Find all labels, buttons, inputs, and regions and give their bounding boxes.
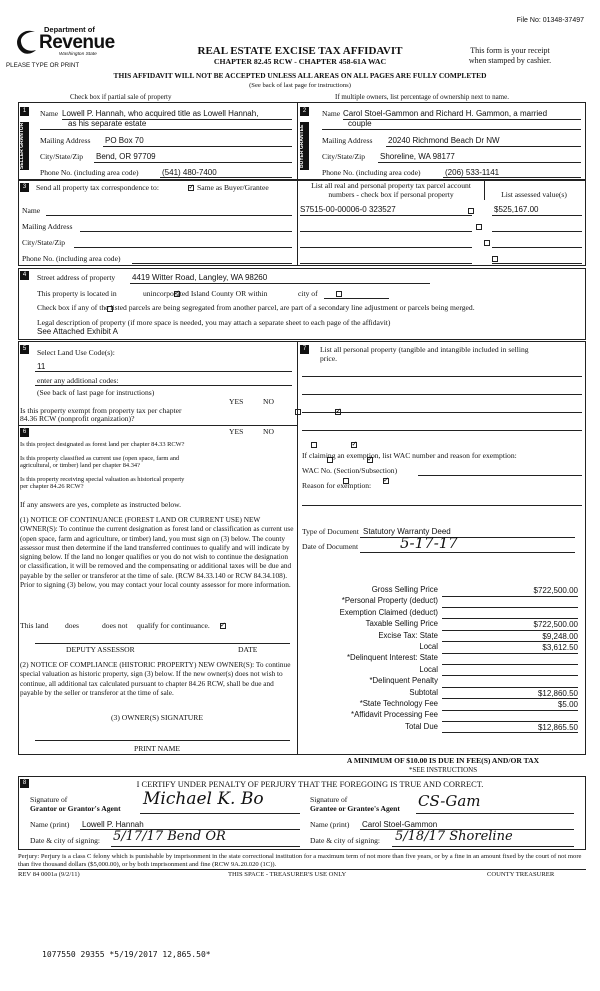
located-in-value: unincorporated Island County OR within [143, 289, 268, 298]
tax-corr-text: Send all property tax correspondence to: [36, 183, 159, 192]
exempt-question-1: Is this property exempt from property tax per chapter [20, 406, 182, 415]
street-address: 4419 Witter Road, Langley, WA 98260 [132, 273, 268, 282]
see-instructions: *SEE INSTRUCTIONS [408, 766, 478, 774]
parcel-2-personal-checkbox[interactable] [476, 224, 482, 230]
buyer-city: Shoreline, WA 98177 [380, 152, 455, 161]
seller-phone-label: Phone No. (including area code) [40, 168, 139, 177]
parcels-header-1: List all real and personal property tax parcel account [311, 181, 471, 190]
sec6-no-header: NO [263, 427, 274, 436]
grantee-sig-label-1: Signature of [310, 795, 348, 804]
section-8-box [18, 776, 586, 850]
legal-desc-label: Legal description of property (if more space is needed, you may attach a separate sheet to each page of the affidavit) [37, 318, 391, 327]
grantee-name: Carol Stoel-Gammon [362, 820, 438, 829]
seller-name-2: as his separate estate [68, 119, 147, 128]
assessed-header: List assessed value(s) [501, 190, 567, 199]
this-land-label: This land [20, 621, 49, 630]
buyer-mailing: 20240 Richmond Beach Dr NW [388, 136, 500, 145]
logo-dept: Department of [44, 25, 95, 34]
county-treasurer: COUNTY TREASURER [487, 871, 555, 878]
historic-no-checkbox[interactable] [383, 478, 389, 484]
amount-label: Local [419, 664, 438, 674]
buyer-phone: (206) 533-1141 [445, 168, 500, 177]
file-number: File No: 01348-37497 [516, 17, 584, 24]
sec6-yes-header: YES [229, 427, 244, 436]
section-5-badge: 5 [20, 345, 29, 354]
does-not-label: does not [102, 621, 128, 630]
buyer-city-label: City/State/Zip [322, 152, 366, 161]
exempt-yes-checkbox[interactable] [295, 409, 301, 415]
cashier-stamp: 1077550 29355 *5/19/2017 12,865.50* [42, 950, 211, 959]
treasurer-space: THIS SPACE - TREASURER'S USE ONLY [228, 871, 347, 878]
historic-question-1: Is this property receiving special valuation as historical property [20, 476, 185, 483]
buyer-mailing-label: Mailing Address [322, 136, 373, 145]
section-6-badge: 6 [20, 428, 29, 437]
minimum-due-note: A MINIMUM OF $10.00 IS DUE IN FEE(S) AND/OR TAX [346, 756, 540, 765]
if-yes-text: If any answers are yes, complete as instructed below. [20, 500, 182, 509]
perjury-text: Perjury: Perjury is a class C felony which is punishable by imprisonment in the state correctional institution for a maximum term of not more than five years, or by a fine in an amount fixed by the court of not more than five thousand dollars ($5,000.00), or by both imprisonment and fine (RCW 9A.20.020 (1C)). [18, 853, 582, 869]
logo-state: Washington State [59, 52, 97, 57]
section-1-badge: 1 [20, 107, 29, 116]
receipt-note-2: when stamped by cashier. [468, 56, 552, 65]
seller-name-1: Lowell P. Hannah, who acquired title as Lowell Hannah, [62, 109, 259, 118]
grantee-date-city: 5/18/17 Shoreline [395, 829, 513, 844]
current-use-question-2: agricultural, or timber) land per chapter 84.34? [20, 462, 140, 469]
forest-no-checkbox[interactable] [351, 442, 357, 448]
same-as-buyer-checkbox[interactable] [188, 185, 194, 191]
logo-name: Revenue [39, 32, 115, 53]
does-not-checkbox[interactable] [220, 623, 226, 629]
forest-yes-checkbox[interactable] [311, 442, 317, 448]
doc-date-label: Date of Document [302, 542, 359, 551]
personal-property-label-2: price. [320, 354, 338, 363]
doc-type-value: Statutory Warranty Deed [363, 527, 451, 536]
sec5-no-header: NO [263, 397, 274, 406]
forest-question: Is this project designated as forest land per chapter 84.33 RCW? [20, 441, 185, 448]
does-label: does [65, 621, 79, 630]
land-use-label: Select Land Use Code(s): [37, 348, 115, 357]
seller-phone: (541) 480-7400 [162, 168, 217, 177]
grantor-name-label: Name (print) [30, 820, 70, 829]
amount-label: Excise Tax: State [378, 630, 438, 640]
amount-label: *Affidavit Processing Fee [351, 710, 438, 720]
buyer-name-2: couple [348, 119, 372, 128]
same-as-buyer-label: Same as Buyer/Grantee [197, 183, 269, 192]
notice-continuance: (1) NOTICE OF CONTINUANCE (FOREST LAND OR CURRENT USE) NEW OWNER(S): To continue the current designation as forest land or classification as current use (open space, farm and agriculture, or timber) land, you must sign on (3) below. The county assessor must then determine if the land transferred continues to qualify and will indicate by signing below. If the land no longer qualifies or you do not wish to continue the designation or classification, it will be removed and the compensating or additional taxes will be due and payable by the seller or transferor at the time of sale. (RCW 84.33.140 or RCW 84.34.108). Prior to signing (3) below, you may contact your local county assessor for more information. [20, 515, 294, 590]
tax-mailing-label: Mailing Address [22, 222, 73, 231]
grantor-name: Lowell P. Hannah [82, 820, 144, 829]
section-3-badge: 3 [20, 183, 29, 192]
amount-label: *Delinquent Penalty [369, 676, 438, 686]
grantee-date-label: Date & city of signing: [310, 836, 381, 845]
land-use-code: 11 [37, 362, 46, 371]
legal-description: See Attached Exhibit A [37, 327, 118, 336]
revenue-logo-icon [14, 28, 40, 58]
historic-question-2: per chapter 84.26 RCW? [20, 483, 84, 490]
grantee-name-label: Name (print) [310, 820, 350, 829]
amount-value: $722,500.00 [533, 586, 578, 595]
amount-label: Gross Selling Price [371, 585, 438, 594]
buyer-name-1: Carol Stoel-Gammon and Richard H. Gammon, a married [343, 109, 548, 118]
amount-label: *Personal Property (deduct) [341, 596, 438, 606]
city-of-label: city of [298, 289, 318, 298]
amount-label: Total Due [405, 721, 438, 731]
tax-city-label: City/State/Zip [22, 238, 66, 247]
print-name-label: PRINT NAME [133, 744, 181, 753]
notice-compliance: (2) NOTICE OF COMPLIANCE (HISTORIC PROPERTY) NEW OWNER(S): To continue special valuation as historic property, sign (3) below. If the new owner(s) does not wish to continue, all additional tax calculated pursuant to chapter 84.26 RCW, shall be due and payable by the seller or transferor at the time of sale. [20, 660, 291, 697]
amount-label: *Delinquent Interest: State [346, 653, 438, 663]
tax-name-label: Name [22, 206, 41, 215]
grantor-date-label: Date & city of signing: [30, 836, 101, 845]
tax-phone-label: Phone No. (including area code) [22, 254, 121, 263]
personal-property-label-1: List all personal property (tangible and intangible included in selling [320, 345, 529, 354]
buyer-grantee-label: BUYER GRANTEE [300, 122, 309, 170]
amount-value: $12,860.50 [537, 688, 578, 698]
amount-label: Local [419, 642, 438, 651]
dor-logo [12, 26, 122, 66]
see-back-note: (See back of last page for instructions) [249, 82, 351, 89]
receipt-note-1: This form is your receipt [470, 46, 550, 55]
sec5-yes-header: YES [229, 397, 244, 406]
located-in-label: This property is located in [37, 289, 117, 298]
amount-label: Subtotal [409, 687, 438, 697]
seller-grantor-label: SELLER GRANTOR [20, 122, 29, 170]
please-type: PLEASE TYPE OR PRINT [6, 62, 80, 69]
certify-text: I CERTIFY UNDER PENALTY OF PERJURY THAT THE FOREGOING IS TRUE AND CORRECT. [136, 780, 484, 789]
seller-name-label: Name [40, 109, 59, 118]
section-7-badge: 7 [300, 345, 309, 354]
owner-signature-label: (3) OWNER(S) SIGNATURE [111, 713, 203, 722]
parcels-header-2: numbers - check box if personal property [328, 190, 454, 199]
form-subtitle: CHAPTER 82.45 RCW - CHAPTER 458-61A WAC [213, 57, 387, 66]
form-rev: REV 84 0001a (9/2/11) [18, 871, 80, 878]
city-of-checkbox[interactable] [336, 291, 342, 297]
parcel-4-personal-checkbox[interactable] [492, 256, 498, 262]
grantee-signature: CS-Gam [418, 792, 481, 810]
amount-value: $12,865.50 [537, 722, 578, 732]
amount-value: $722,500.00 [533, 620, 578, 630]
seller-mailing: PO Box 70 [105, 136, 144, 145]
section-8-badge: 8 [20, 779, 29, 788]
parcel-3-personal-checkbox[interactable] [484, 240, 490, 246]
grantor-sig-label-1: Signature of [30, 795, 68, 804]
seller-city: Bend, OR 97709 [96, 152, 156, 161]
grantee-sig-label-2: Grantee or Grantee's Agent [310, 804, 400, 813]
exempt-question-2: 84.36 RCW (nonprofit organization)? [20, 414, 135, 423]
grantor-signature: Michael K. Bo [143, 789, 264, 809]
seller-city-label: City/State/Zip [40, 152, 84, 161]
doc-type-label: Type of Document [302, 527, 359, 536]
form-title: REAL ESTATE EXCISE TAX AFFIDAVIT [197, 45, 403, 57]
qualify-label: qualify for continuance. [137, 621, 210, 630]
parcel-1-personal-checkbox[interactable] [468, 208, 474, 214]
amount-label: *State Technology Fee [359, 699, 438, 708]
wac-no-label: WAC No. (Section/Subsection) [302, 466, 398, 475]
date-label: DATE [238, 645, 258, 654]
warning-text: THIS AFFIDAVIT WILL NOT BE ACCEPTED UNLESS ALL AREAS ON ALL PAGES ARE FULLY COMPLETED [113, 71, 487, 80]
current-use-question-1: Is this property classified as current use (open space, farm and [20, 455, 180, 462]
partial-sale-label: Check box if partial sale of property [70, 93, 172, 101]
street-label: Street address of property [37, 273, 116, 282]
reason-label: Reason for exemption: [302, 481, 372, 490]
amount-label: Exemption Claimed (deduct) [339, 607, 438, 617]
buyer-name-label: Name [322, 109, 341, 118]
assessed-value-1: $525,167.00 [494, 205, 539, 214]
section-4-badge: 4 [20, 271, 29, 280]
buyer-phone-label: Phone No. (including area code) [322, 168, 421, 177]
seller-mailing-label: Mailing Address [40, 136, 91, 145]
multiple-owners-label: If multiple owners, list percentage of ownership next to name. [335, 93, 509, 101]
grantor-sig-label-2: Grantor or Grantor's Agent [30, 804, 121, 813]
additional-codes-label: enter any additional codes: [37, 376, 119, 385]
amount-label: Taxable Selling Price [365, 619, 438, 629]
segregated-text: Check box if any of the listed parcels are being segregated from another parcel, are part of a secondary line adjustment or parcels being merged. [37, 303, 475, 312]
grantor-date-city: 5/17/17 Bend OR [113, 829, 226, 844]
amount-value: $9,248.00 [542, 631, 578, 641]
doc-date-value: 5-17-17 [400, 534, 458, 552]
amount-value: $5.00 [557, 700, 578, 709]
section-2-badge: 2 [300, 107, 309, 116]
amount-value: $3,612.50 [542, 643, 578, 652]
parcel-number-1: S7515-00-00006-0 323527 [300, 205, 396, 214]
deputy-assessor-label: DEPUTY ASSESSOR [66, 645, 135, 654]
land-use-see-back: (See back of last page for instructions) [37, 388, 155, 397]
exemption-wac-label: If claiming an exemption, list WAC number and reason for exemption: [302, 451, 517, 460]
